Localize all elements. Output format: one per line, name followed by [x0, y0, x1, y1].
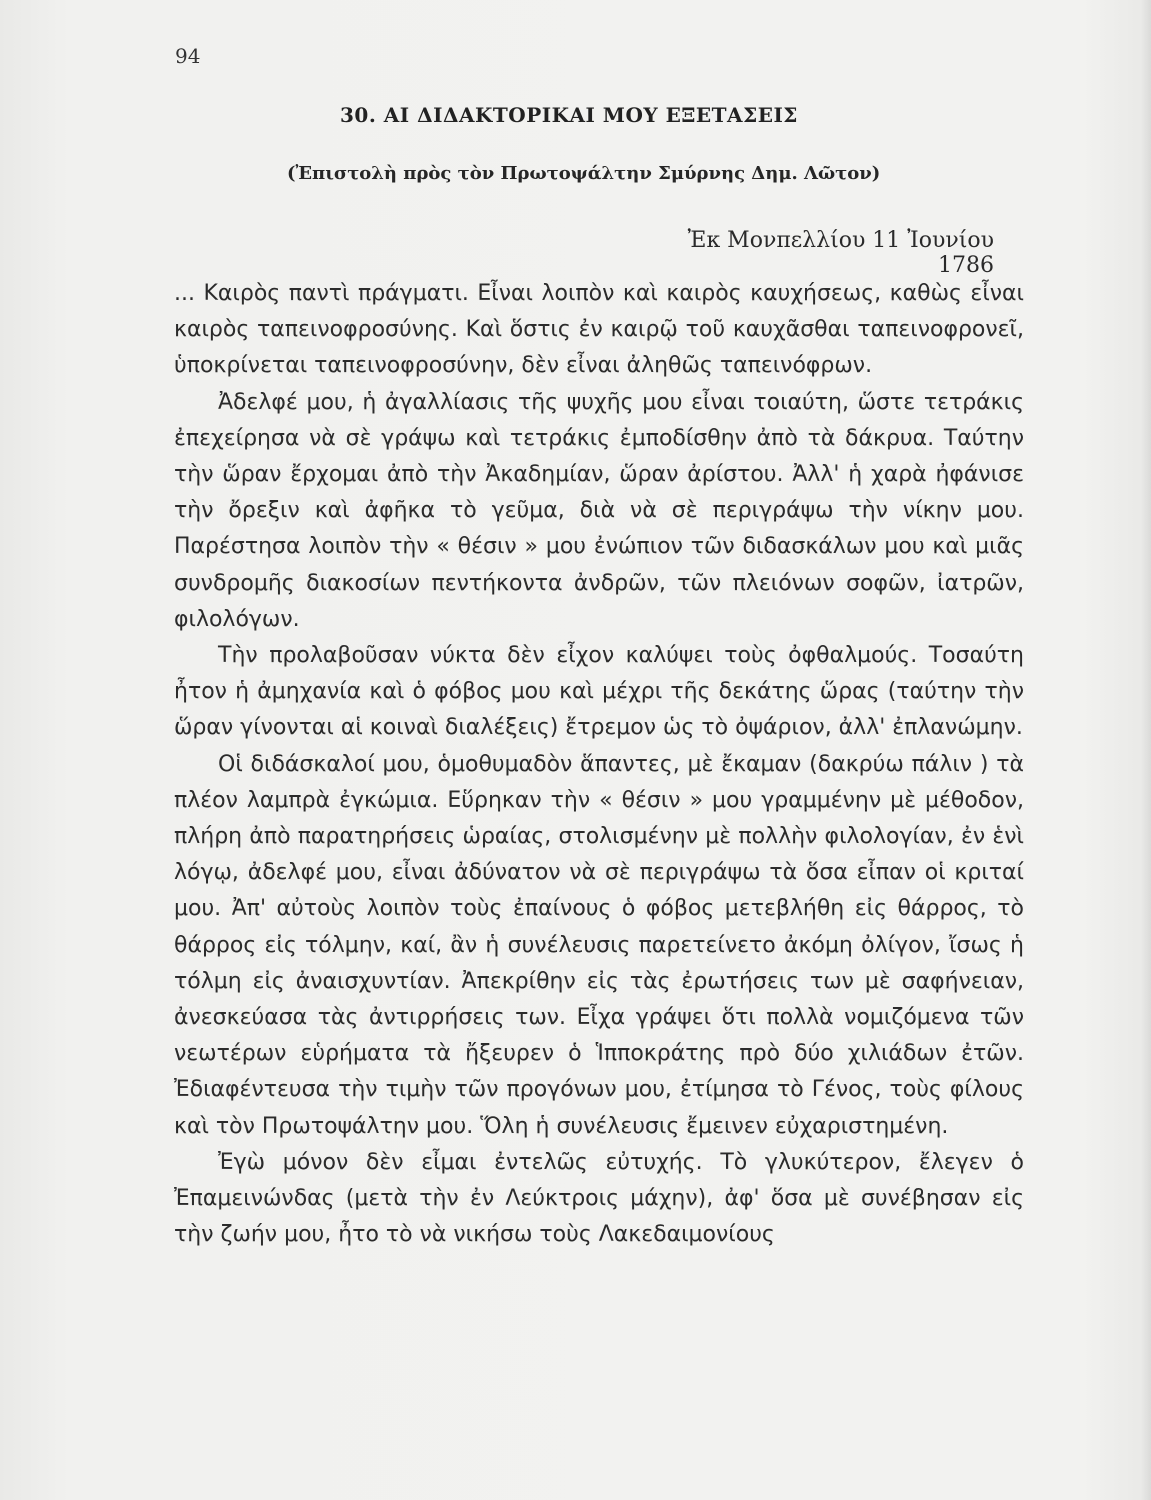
chapter-title: 30. ΑΙ ΔΙΔΑΚΤΟΡΙΚΑΙ ΜΟΥ ΕΞΕΤΑΣΕΙΣ: [340, 103, 798, 127]
page-number: 94: [175, 44, 201, 68]
paragraph: Τὴν προλαβοῦσαν νύκτα δὲν εἶχον καλύψει τοὺς ὀφθαλμούς. Τοσαύτη ἦτον ἡ ἀμηχανία καὶ ὁ φόβος μου καὶ μέχρι τῆς δεκάτης ὥρας (ταύτην τὴν ὥραν γίνονται αἱ κοιναὶ διαλέξεις) ἔτρεμον ὡς τὸ ὀψάριον, ἀλλ' ἐπλανώμην.: [174, 643, 1024, 741]
paragraph: Οἱ διδάσκαλοί μου, ὁμοθυμαδὸν ἅπαντες, μὲ ἔκαμαν (δακρύω πάλιν ) τὰ πλέον λαμπρὰ ἐγκώμια. Εὕρηκαν τὴν « θέσιν » μου γραμμένην μὲ μέθοδον, πλήρη ἀπὸ παρατηρήσεις ὡραίας, στολισμένην μὲ πολλὴν φιλολογίαν, ἐν ἑνὶ λόγῳ, ἀδελφέ μου, εἶναι ἀδύνατον νὰ σὲ περιγράψω τὰ ὅσα εἶπαν οἱ κριταί μου. Ἀπ' αὐτοὺς λοιπὸν τοὺς ἐπαίνους ὁ φόβος μετεβλήθη εἰς θάρρος, τὸ θάρρος εἰς τόλμην, καί, ἂν ἡ συνέλευσις παρετείνετο ἀκόμη ὀλίγον, ἴσως ἡ τόλμη εἰς ἀναισχυντίαν. Ἀπεκρίθην εἰς τὰς ἐρωτήσεις των μὲ σαφήνειαν, ἀνεσκεύασα τὰς ἀντιρρήσεις των. Εἶχα γράψει ὅτι πολλὰ νομιζόμενα τῶν νεωτέρων εὑρήματα τὰ ἤξευρεν ὁ Ἱπποκράτης πρὸ δύο χιλιάδων ἐτῶν. Ἐδιαφέντευσα τὴν τιμὴν τῶν προγόνων μου, ἐτίμησα τὸ Γένος, τοὺς φίλους καὶ τὸν Πρωτοψάλτην μου. Ὅλη ἡ συνέλευσις ἔμεινεν εὐχαριστημένη.: [174, 751, 1024, 1139]
paragraph: ... Καιρὸς παντὶ πράγματι. Εἶναι λοιπὸν καὶ καιρὸς καυχήσεως, καθὼς εἶναι καιρὸς ταπεινοφροσύνης. Καὶ ὅστις ἐν καιρῷ τοῦ καυχᾶσθαι ταπεινοφρονεῖ, ὑποκρίνεται ταπεινοφροσύνην, δὲν εἶναι ἀληθῶς ταπεινόφρων.: [174, 281, 1024, 379]
chapter-subtitle: (Ἐπιστολὴ πρὸς τὸν Πρωτοψάλτην Σμύρνης Δημ. Λῶτον): [287, 163, 881, 184]
letter-dateline: Ἐκ Μονπελλίου 11 Ἰουνίου 1786: [687, 228, 994, 278]
paragraph: Ἀδελφέ μου, ἡ ἀγαλλίασις τῆς ψυχῆς μου εἶναι τοιαύτη, ὥστε τετράκις ἐπεχείρησα νὰ σὲ γράψω καὶ τετράκις ἐμποδίσθην ἀπὸ τὰ δάκρυα. Ταύτην τὴν ὥραν ἔρχομαι ἀπὸ τὴν Ἀκαδημίαν, ὥραν ἀρίστου. Ἀλλ' ἡ χαρὰ ἠφάνισε τὴν ὄρεξιν καὶ ἀφῆκα τὸ γεῦμα, διὰ νὰ σὲ περιγράψω τὴν νίκην μου. Παρέστησα λοιπὸν τὴν « θέσιν » μου ἐνώπιον τῶν διδασκάλων μου καὶ μιᾶς συνδρομῆς διακοσίων πεντήκοντα ἀνδρῶν, τῶν πλειόνων σοφῶν, ἰατρῶν, φιλολόγων.: [174, 389, 1024, 632]
page-edge-shadow: [1141, 0, 1151, 1500]
letter-body: [174, 276, 1024, 1253]
paragraph: Ἐγὼ μόνον δὲν εἶμαι ἐντελῶς εὐτυχής. Τὸ γλυκύτερον, ἔλεγεν ὁ Ἐπαμεινώνδας (μετὰ τὴν ἐν Λεύκτροις μάχην), ἀφ' ὅσα μὲ συνέβησαν εἰς τὴν ζωήν μου, ἦτο τὸ νὰ νικήσω τοὺς Λακεδαιμονίους: [174, 1149, 1024, 1248]
